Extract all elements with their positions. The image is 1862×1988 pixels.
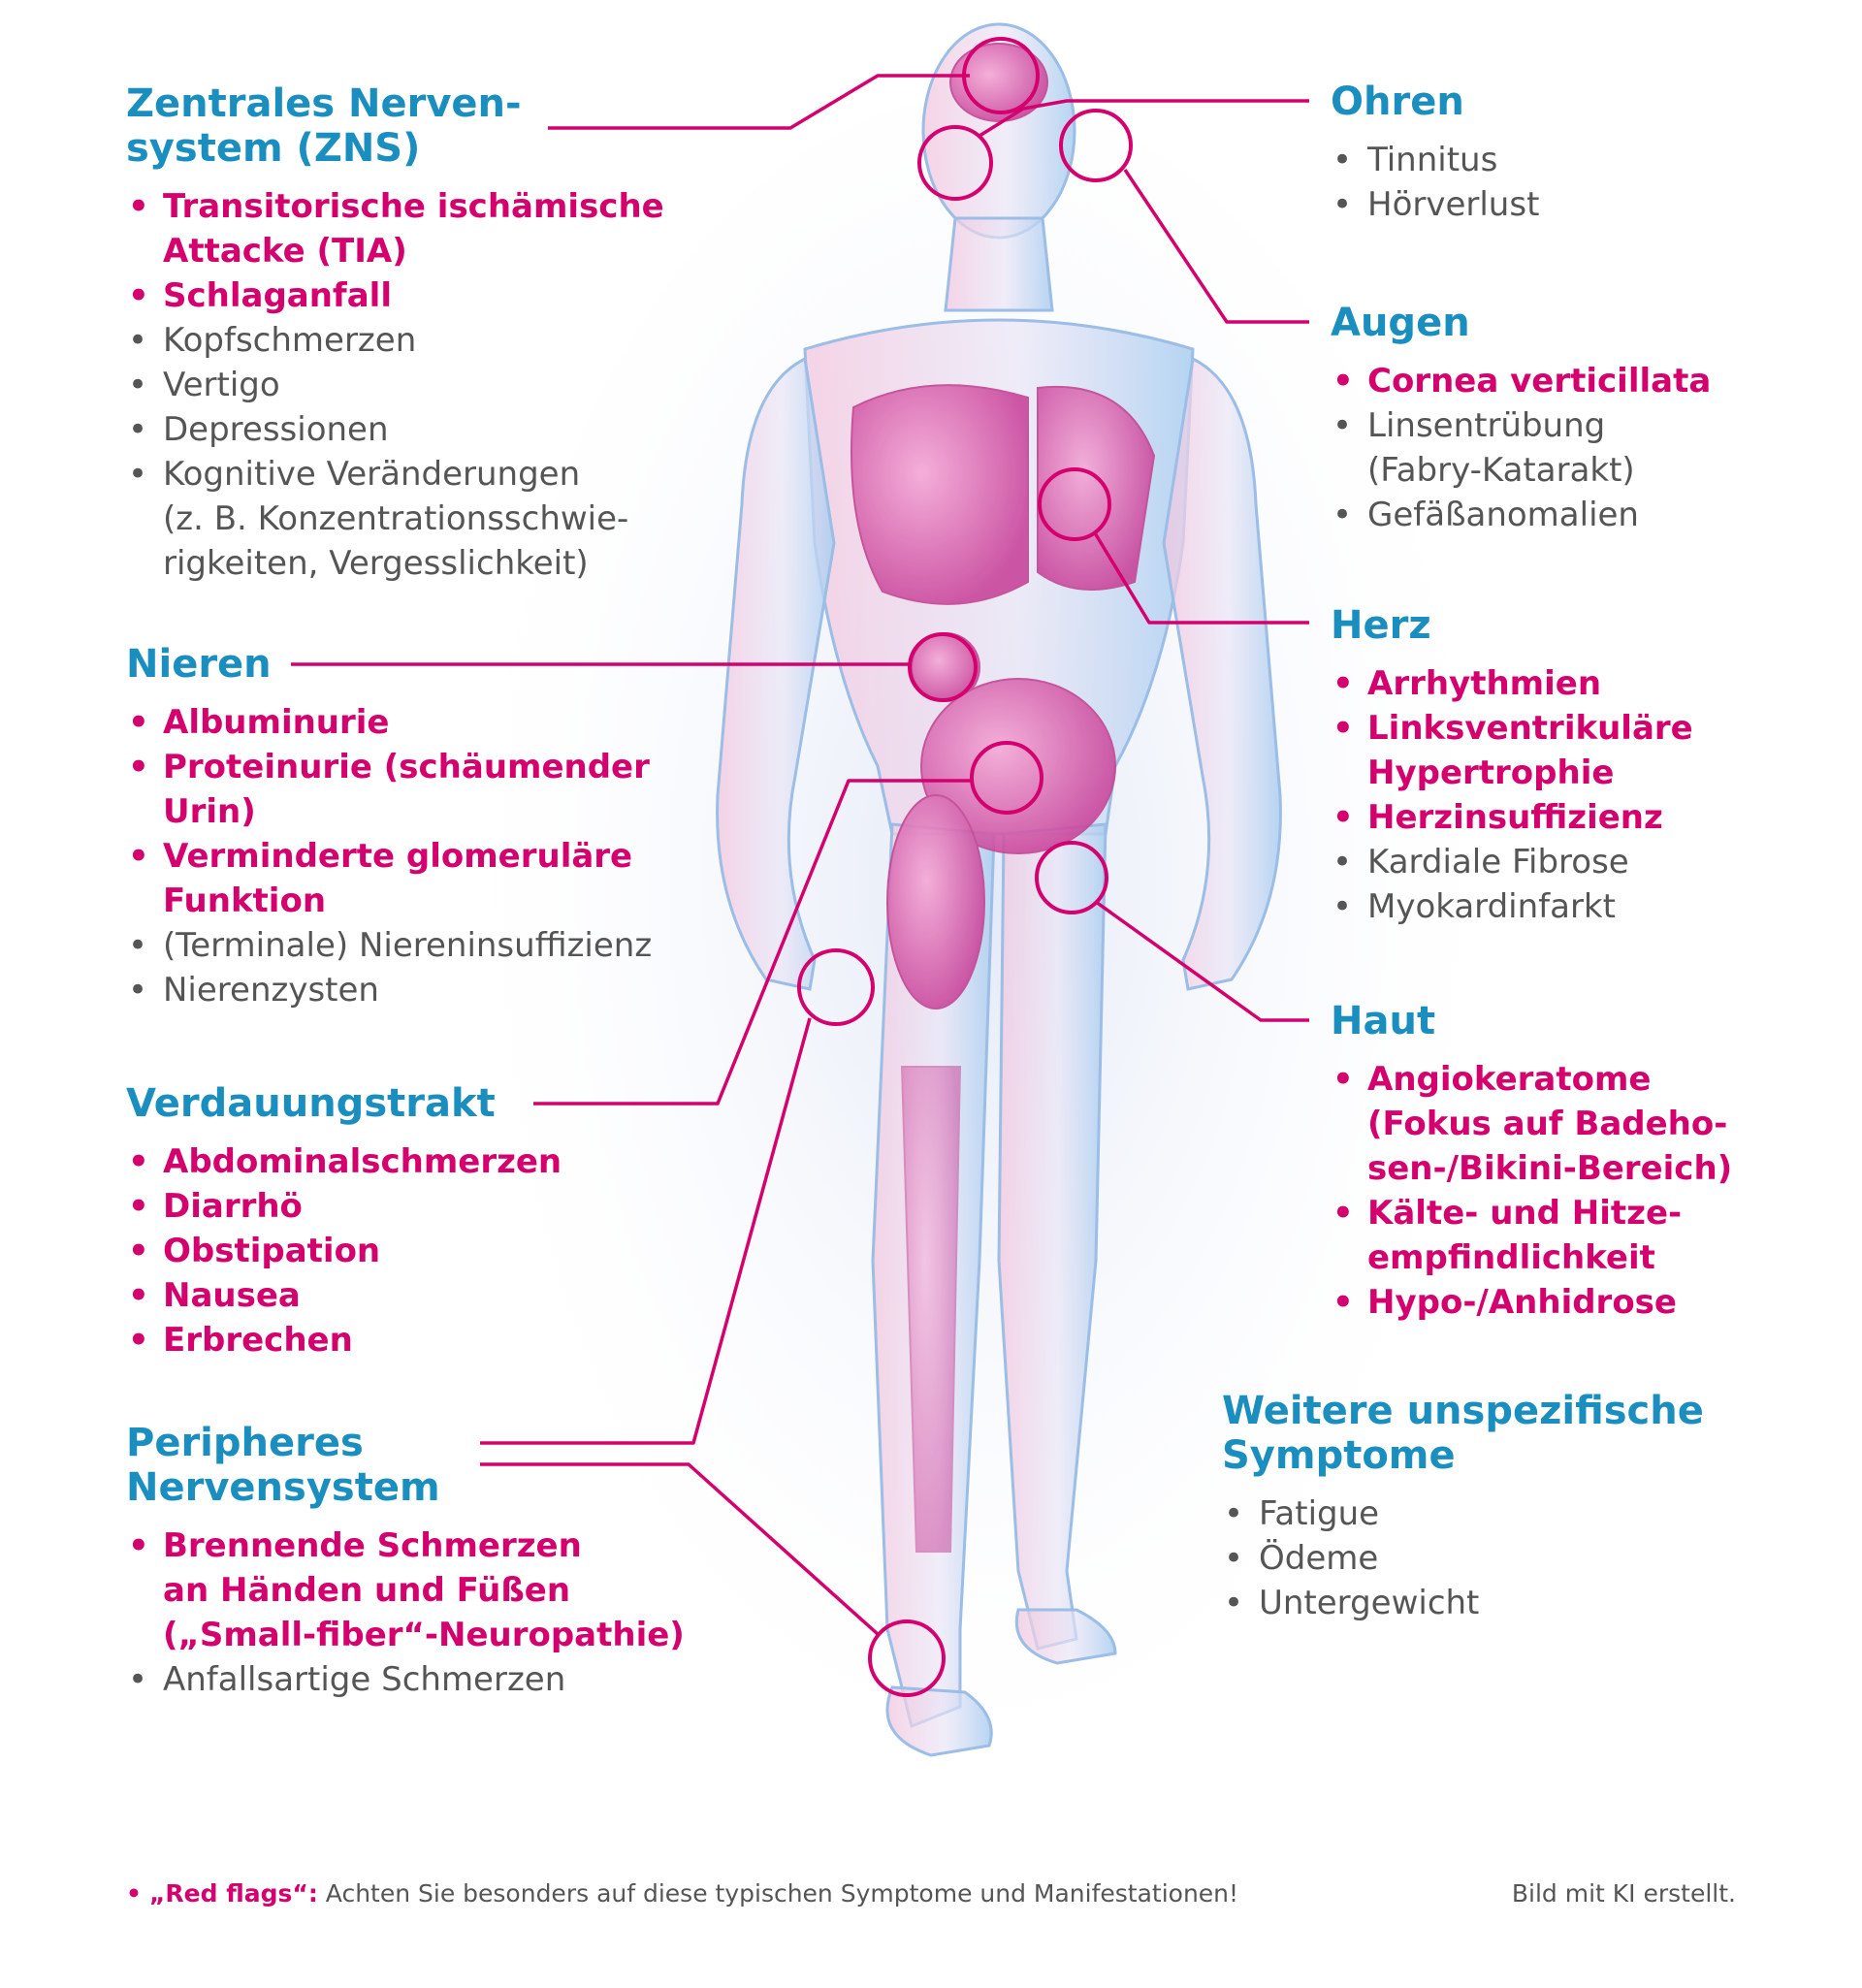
section-ohren [1331, 80, 1815, 227]
symptom-item: • Nierenzysten [126, 968, 727, 1012]
section-title: Weitere unspezifische Symptome [1222, 1389, 1704, 1478]
symptom-item-red-flag: • Arrhythmien [1331, 661, 1835, 706]
symptom-item: • Kognitive Veränderungen (z. B. Konzentrationsschwie- rigkeiten, Vergesslichkeit) [126, 452, 708, 586]
symptom-item-red-flag: • Verminderte glomeruläre Funktion [126, 834, 727, 923]
symptom-item: • Anfallsartige Schmerzen [126, 1657, 727, 1702]
section-pns [126, 1421, 727, 1702]
symptom-item-red-flag: • Angiokeratome (Fokus auf Badeho- sen-/Bikini-Bereich) [1331, 1057, 1845, 1191]
section-title: Ohren [1331, 80, 1464, 124]
symptom-item: • Untergewicht [1222, 1581, 1823, 1625]
symptom-item-red-flag: • Erbrechen [126, 1318, 708, 1363]
liver-lung-shape [851, 385, 1028, 604]
thigh-muscle-shape [887, 795, 984, 1009]
footer [126, 1879, 1736, 1908]
symptom-item: • Kopfschmerzen [126, 318, 708, 363]
symptom-item: • Linsentrübung (Fabry-Katarakt) [1331, 403, 1835, 493]
symptom-list [1331, 138, 1815, 227]
section-herz [1331, 603, 1835, 929]
image-credit: Bild mit KI erstellt. [1511, 1879, 1736, 1908]
red-flag-text: Achten Sie besonders auf diese typischen Symptome und Manifestationen! [325, 1879, 1239, 1908]
symptom-item-red-flag: • Proteinurie (schäumender Urin) [126, 745, 727, 834]
symptom-list [126, 184, 708, 586]
symptom-list [126, 1523, 727, 1702]
symptom-item-red-flag: • Nausea [126, 1273, 708, 1318]
section-title: Nieren [126, 642, 272, 687]
symptom-item-red-flag: • Kälte- und Hitze- empfindlichkeit [1331, 1191, 1845, 1280]
red-flag-bullet-icon: • [126, 1879, 142, 1908]
section-title: Verdauungstrakt [126, 1081, 496, 1126]
symptom-item-red-flag: • Linksventrikuläre Hypertrophie [1331, 706, 1835, 795]
red-flag-label: „Red flags“: [148, 1879, 318, 1908]
section-haut [1331, 999, 1845, 1325]
symptom-item-red-flag: • Albuminurie [126, 700, 727, 745]
symptom-item: • (Terminale) Niereninsuffizienz [126, 923, 727, 968]
symptom-item-red-flag: • Cornea verticillata [1331, 359, 1835, 403]
symptom-item: • Ödeme [1222, 1536, 1823, 1581]
section-title: Haut [1331, 999, 1436, 1043]
section-title: Herz [1331, 603, 1431, 648]
symptom-list [126, 700, 727, 1012]
section-title: Zentrales Nerven- system (ZNS) [126, 81, 522, 171]
symptom-item: • Vertigo [126, 363, 708, 407]
section-weitere [1222, 1389, 1823, 1625]
symptom-item-red-flag: • Transitorische ischämische Attacke (TIA) [126, 184, 708, 273]
symptom-list [1331, 1057, 1845, 1325]
symptom-item: • Tinnitus [1331, 138, 1815, 182]
symptom-item-red-flag: • Schlaganfall [126, 273, 708, 318]
symptom-list [126, 1139, 708, 1363]
neck-shape [946, 218, 1052, 310]
symptom-item: • Fatigue [1222, 1491, 1823, 1536]
symptom-item-red-flag: • Obstipation [126, 1229, 708, 1273]
section-nieren [126, 642, 727, 1012]
symptom-list [1331, 359, 1835, 537]
section-title: Augen [1331, 301, 1470, 345]
section-title: Peripheres Nervensystem [126, 1421, 440, 1510]
symptom-item: • Hörverlust [1331, 182, 1815, 227]
symptom-item-red-flag: • Abdominalschmerzen [126, 1139, 708, 1184]
symptom-list [1222, 1491, 1823, 1625]
symptom-item-red-flag: • Hypo-/Anhidrose [1331, 1280, 1845, 1325]
symptom-list [1331, 661, 1835, 929]
section-augen [1331, 301, 1835, 537]
symptom-item-red-flag: • Diarrhö [126, 1184, 708, 1229]
symptom-item: • Gefäßanomalien [1331, 493, 1835, 537]
symptom-item-red-flag: • Herzinsuffizienz [1331, 795, 1835, 840]
symptom-item: • Kardiale Fibrose [1331, 840, 1835, 884]
section-verdauung [126, 1081, 708, 1363]
symptom-item: • Depressionen [126, 407, 708, 452]
section-zns [126, 81, 708, 586]
symptom-item-red-flag: • Brennende Schmerzen an Händen und Füßen („Small-fiber“-Neuropathie) [126, 1523, 727, 1657]
symptom-item: • Myokardinfarkt [1331, 884, 1835, 929]
